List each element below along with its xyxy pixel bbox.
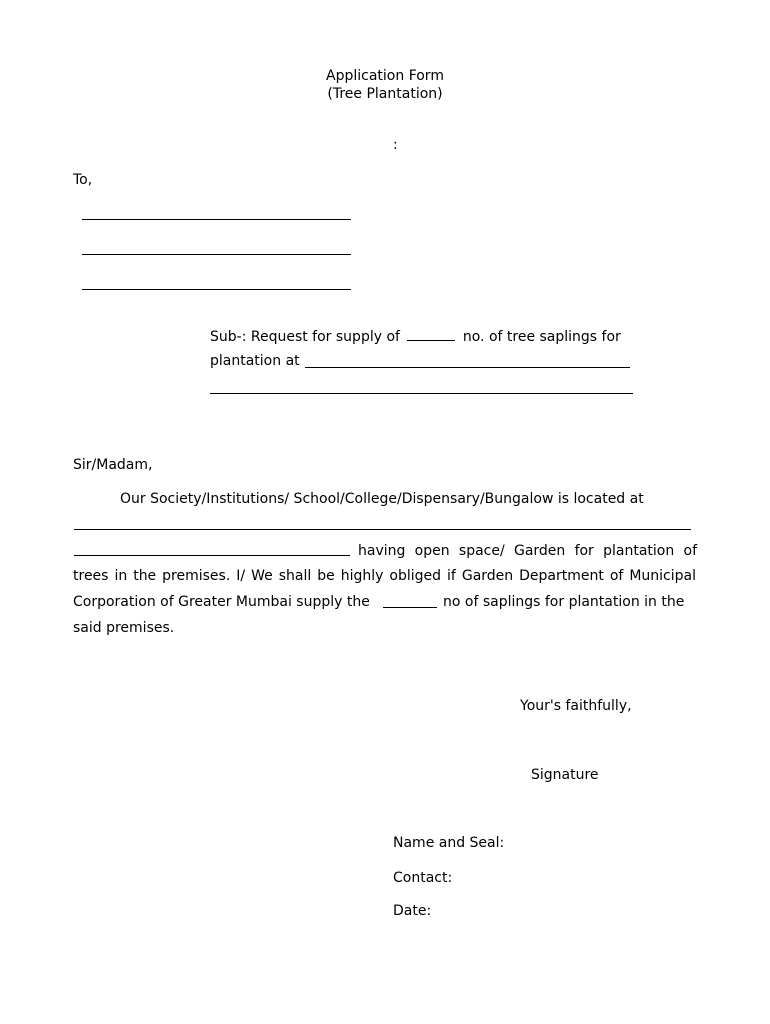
address-line-3[interactable] bbox=[82, 289, 351, 290]
closing-faithfully: Your's faithfully, bbox=[520, 698, 632, 714]
address-line-1[interactable] bbox=[82, 219, 351, 220]
date-label: Date: bbox=[393, 903, 432, 919]
para-line-4: trees in the premises. I/ We shall be highly obliged if Garden Department of Municipal bbox=[73, 568, 696, 584]
sapling-count-blank[interactable] bbox=[407, 328, 455, 341]
to-label: To, bbox=[73, 172, 93, 188]
subject-line-1 bbox=[210, 328, 621, 345]
plantation-at-label: plantation at bbox=[210, 353, 300, 369]
signature-label: Signature bbox=[531, 767, 599, 783]
subject-line-2 bbox=[210, 353, 300, 369]
address-line-2[interactable] bbox=[82, 254, 351, 255]
para-line-3-suffix: having open space/ Garden for plantation of bbox=[358, 543, 697, 559]
contact-label: Contact: bbox=[393, 870, 453, 886]
saplings-count-blank-2[interactable] bbox=[383, 607, 437, 608]
para-line-5-suffix: no of saplings for plantation in the bbox=[443, 594, 685, 610]
subject-suffix: no. of tree saplings for bbox=[462, 329, 621, 345]
plantation-location-blank-2[interactable] bbox=[210, 393, 633, 394]
para-line-1: Our Society/Institutions/ School/College/Dispensary/Bungalow is located at bbox=[120, 491, 644, 507]
date-colon: : bbox=[393, 137, 398, 153]
para-line-6: said premises. bbox=[73, 620, 175, 636]
salutation: Sir/Madam, bbox=[73, 457, 153, 473]
form-subtitle: (Tree Plantation) bbox=[327, 86, 443, 102]
plantation-location-blank[interactable] bbox=[305, 367, 630, 368]
form-title: Application Form bbox=[326, 68, 444, 84]
location-blank-1[interactable] bbox=[74, 529, 691, 530]
para-line-5-prefix: Corporation of Greater Mumbai supply the bbox=[73, 594, 370, 610]
name-seal-label: Name and Seal: bbox=[393, 835, 505, 851]
location-blank-2[interactable] bbox=[74, 555, 350, 556]
subject-prefix: Sub-: Request for supply of bbox=[210, 329, 400, 345]
